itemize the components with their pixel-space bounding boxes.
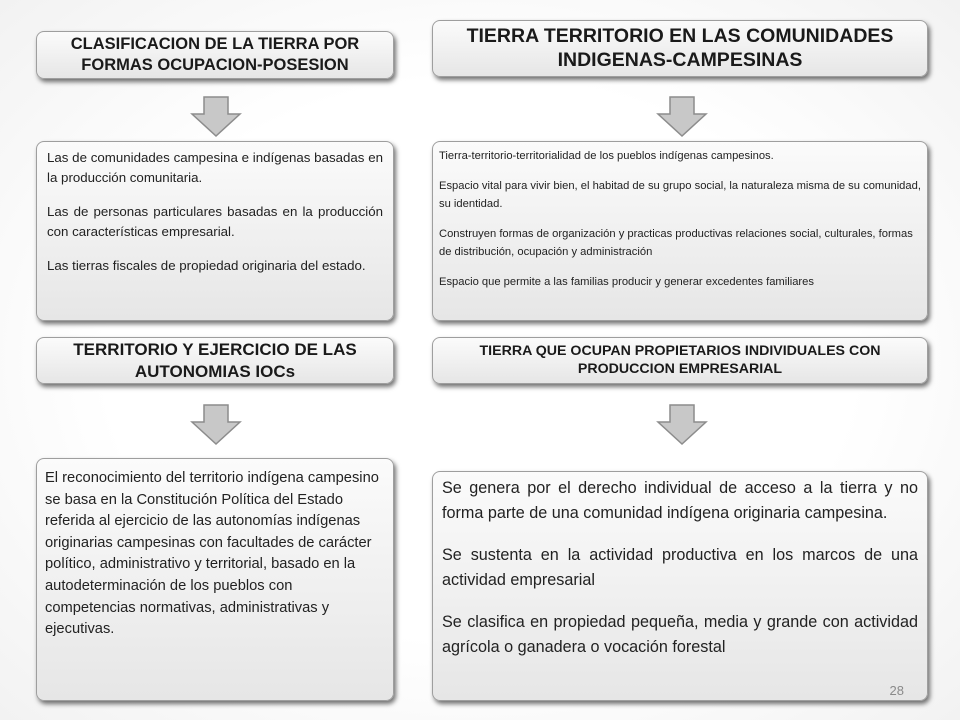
down-arrow-icon — [656, 404, 708, 446]
page-number: 28 — [889, 683, 904, 698]
content-clasificacion — [36, 141, 394, 321]
content-tierra-territorio — [432, 141, 928, 321]
title-tierra-territorio — [432, 20, 928, 77]
paragraph: Espacio que permite a las familias producir y generar excedentes familiares — [439, 276, 814, 288]
content-propietarios-individuales — [432, 471, 928, 701]
down-arrow-icon — [656, 96, 708, 138]
paragraph: El reconocimiento del territorio indígena campesino se basa en la Constitución Política del Estado referida al ejercicio de las autonomías indígenas originarias campesinas con facultades de carácter político, administrativo y territorial, basado en la autodeterminación de los pueblos con competencias normativas, administrativas y ejecutivas. — [45, 470, 379, 638]
paragraph: Se sustenta en la actividad productiva en los marcos de una actividad empresarial — [442, 546, 918, 589]
title-clasificacion-text: CLASIFICACION DE LA TIERRA POR FORMAS OCUPACION-POSESION — [70, 35, 360, 74]
down-arrow-icon — [190, 96, 242, 138]
title-territorio-autonomias-text: TERRITORIO Y EJERCICIO DE LAS AUTONOMIAS IOCs — [73, 340, 357, 381]
paragraph: Tierra-territorio-territorialidad de los pueblos indígenas campesinos. — [439, 150, 774, 162]
down-arrow-icon — [190, 404, 242, 446]
title-propietarios-individuales-text: TIERRA QUE OCUPAN PROPIETARIOS INDIVIDUALES CON PRODUCCION EMPRESARIAL — [479, 342, 881, 377]
paragraph: Las tierras fiscales de propiedad originaria del estado. — [47, 258, 366, 273]
paragraph: Construyen formas de organización y practicas productivas relaciones social, culturales, formas de distribución, ocupación y administración — [439, 228, 913, 258]
content-territorio-autonomias — [36, 458, 394, 701]
title-propietarios-individuales — [432, 337, 928, 384]
title-clasificacion — [36, 31, 394, 79]
paragraph: Las de personas particulares basadas en la producción con características empresarial. — [47, 204, 383, 239]
paragraph: Se genera por el derecho individual de acceso a la tierra y no forma parte de una comunidad indígena originaria campesina. — [442, 479, 918, 522]
paragraph: Las de comunidades campesina e indígenas basadas en la producción comunitaria. — [47, 150, 383, 185]
title-tierra-territorio-text: TIERRA TERRITORIO EN LAS COMUNIDADES INDIGENAS-CAMPESINAS — [466, 25, 894, 71]
title-territorio-autonomias — [36, 337, 394, 384]
paragraph: Se clasifica en propiedad pequeña, media y grande con actividad agrícola o ganadera o vocación forestal — [442, 613, 918, 656]
paragraph: Espacio vital para vivir bien, el habitad de su grupo social, la naturaleza misma de su comunidad, su identidad. — [439, 180, 921, 210]
